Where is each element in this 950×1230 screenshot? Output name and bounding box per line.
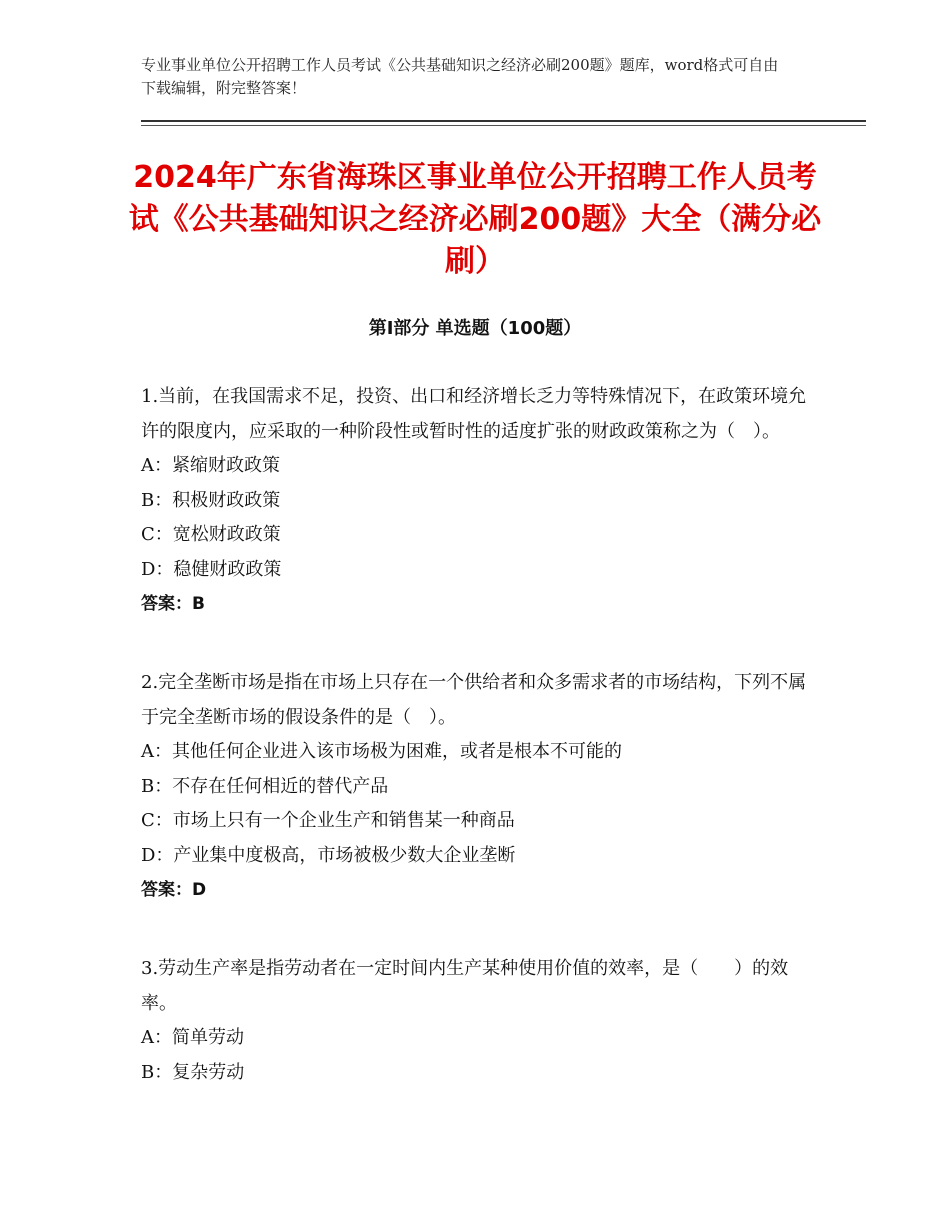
option-d: D：稳健财政政策 [141, 558, 282, 580]
question-stem: 3.劳动生产率是指劳动者在一定时间内生产某种使用价值的效率，是（ ）的效率。 [141, 958, 789, 1014]
question-stem: 2.完全垄断市场是指在市场上只存在一个供给者和众多需求者的市场结构，下列不属于完全垄断市场的假设条件的是（ ）。 [141, 672, 807, 728]
header-rule-thin [141, 125, 866, 126]
answer: 答案：D [141, 880, 207, 900]
document-title: 2024年广东省海珠区事业单位公开招聘工作人员考试《公共基础知识之经济必刷200题》大全（满分必刷） [128, 160, 822, 279]
header-rule-thick [141, 120, 866, 122]
option-a: A：简单劳动 [141, 1027, 244, 1048]
header-note: 专业事业单位公开招聘工作人员考试《公共基础知识之经济必刷200题》题库，word格式可自由下载编辑，附完整答案！ [141, 56, 779, 97]
question-1 [141, 379, 809, 621]
option-d: D：产业集中度极高，市场被极少数大企业垄断 [141, 844, 516, 866]
option-b: B：积极财政政策 [141, 489, 281, 511]
question-3 [141, 951, 809, 1090]
option-a: A：其他任何企业进入该市场极为困难，或者是根本不可能的 [141, 741, 622, 762]
option-b: B：复杂劳动 [141, 1061, 245, 1083]
option-a: A：紧缩财政政策 [141, 455, 280, 476]
option-b: B：不存在任何相近的替代产品 [141, 775, 389, 797]
answer: 答案：B [141, 594, 205, 614]
question-list [141, 379, 809, 1134]
question-stem: 1.当前，在我国需求不足，投资、出口和经济增长乏力等特殊情况下，在政策环境允许的限度内，应采取的一种阶段性或暂时性的适度扩张的财政政策称之为（ ）。 [141, 386, 807, 442]
option-c: C：市场上只有一个企业生产和销售某一种商品 [141, 810, 515, 831]
option-c: C：宽松财政政策 [141, 524, 281, 545]
section-heading: 第Ⅰ部分 单选题（100题） [368, 318, 582, 339]
question-2 [141, 665, 809, 907]
